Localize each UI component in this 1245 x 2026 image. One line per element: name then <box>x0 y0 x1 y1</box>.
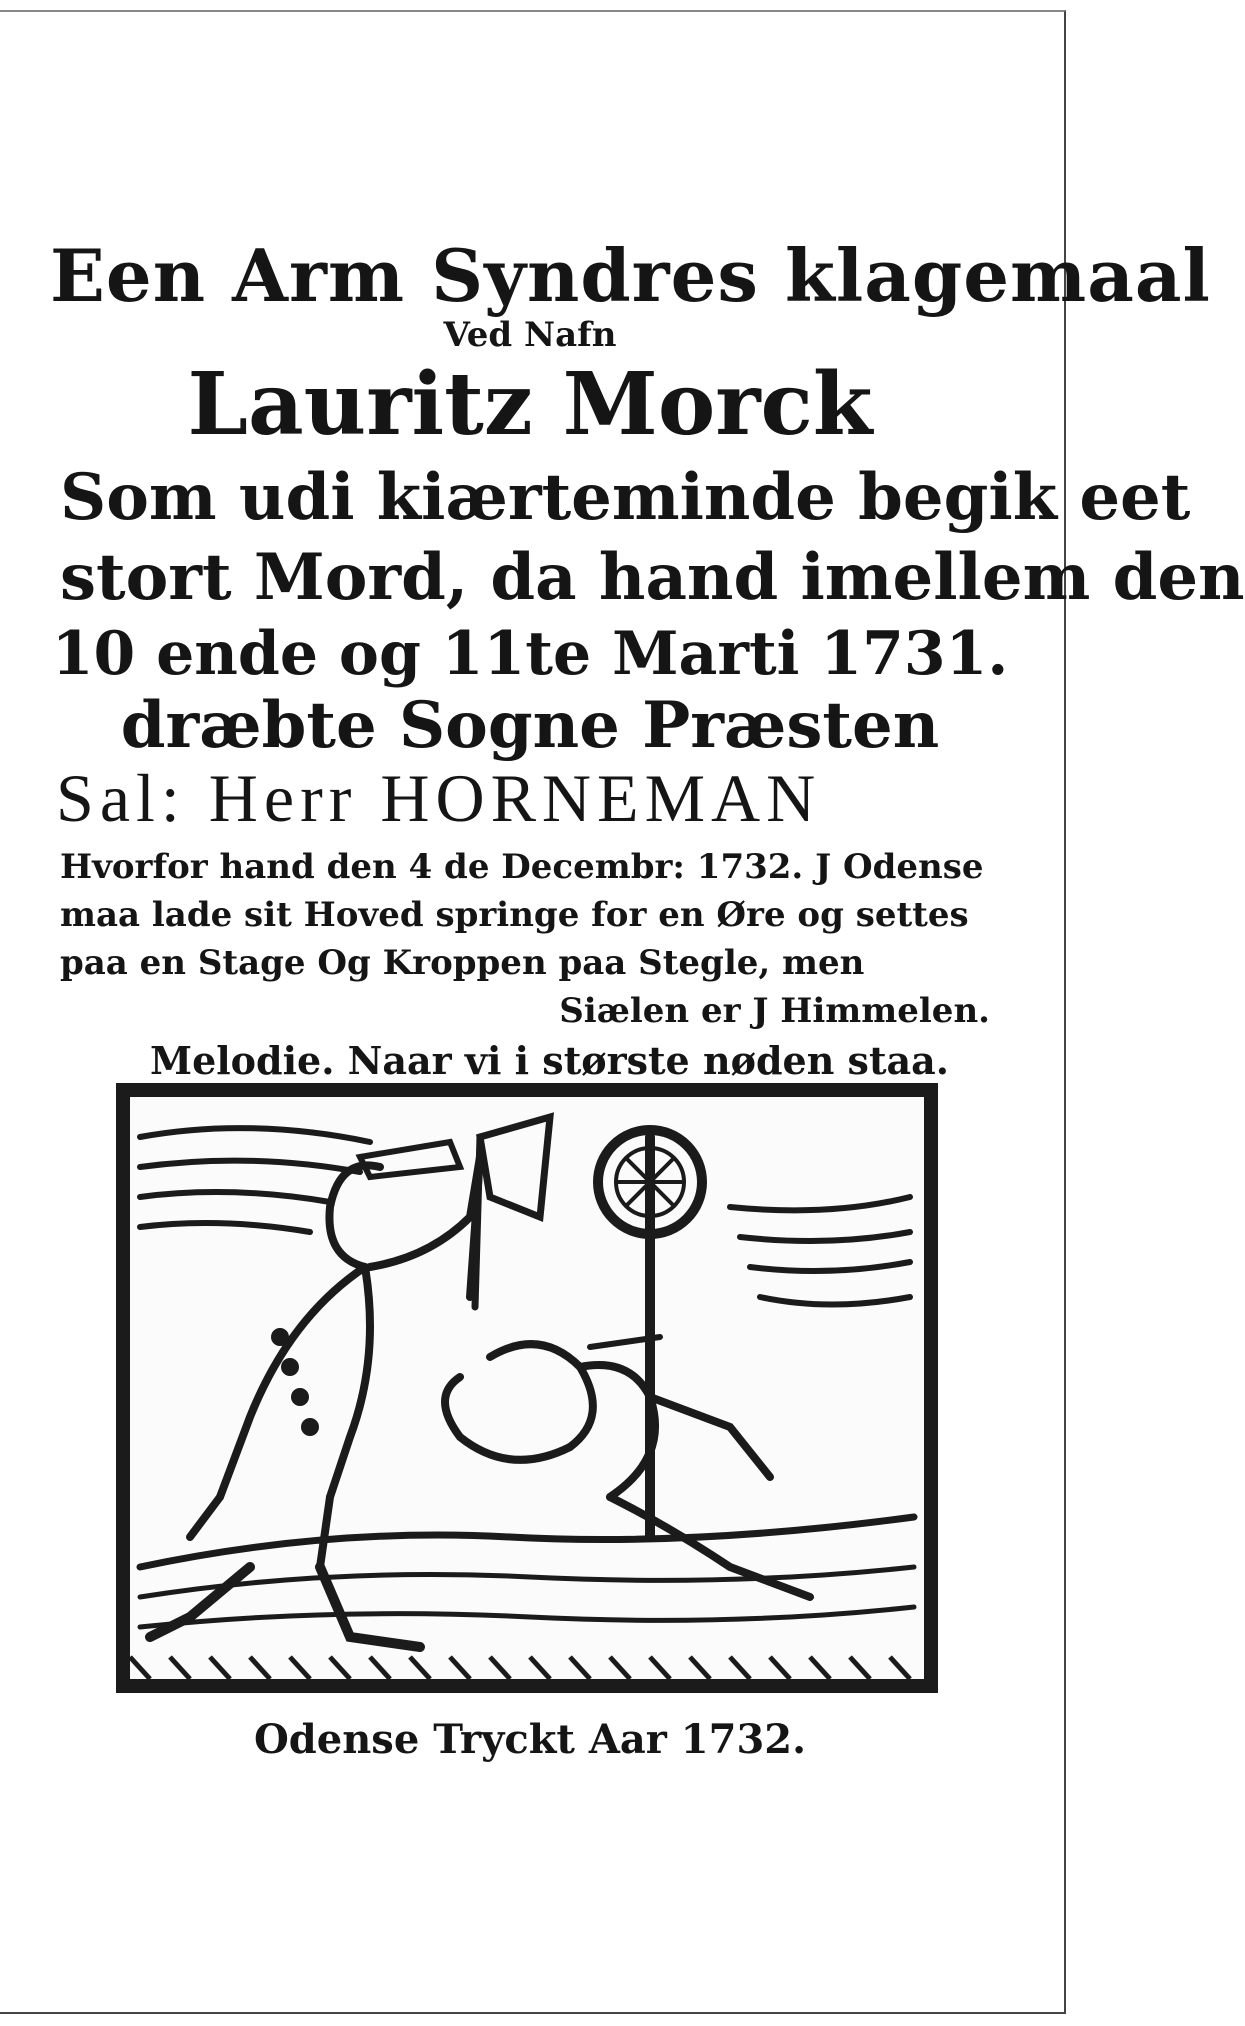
text-line-10: maa lade sit Hoved springe for en Øre og settes <box>60 895 969 935</box>
woodcut-illustration <box>116 1083 938 1693</box>
text-line-9: Hvorfor hand den 4 de Decembr: 1732. J Odense <box>60 847 984 887</box>
execution-scene-image <box>130 1097 924 1679</box>
text-line-6: 10 ende og 11te Marti 1731. <box>51 619 1009 689</box>
text-line-8: Sal: Herr HORNEMAN <box>56 760 822 836</box>
text-line-11: paa en Stage Og Kroppen paa Stegle, men <box>60 943 865 983</box>
broadside-title: Een Arm Syndres klagemaal <box>50 233 1211 318</box>
text-line-7: dræbte Sogne Præsten <box>120 688 940 763</box>
text-line-4: Som udi kiærteminde begik eet <box>60 460 1191 535</box>
ved-navn-line: Ved Nafn <box>443 315 617 355</box>
imprint-line: Odense Tryckt Aar 1732. <box>253 1716 807 1763</box>
text-line-5: stort Mord, da hand imellem den <box>60 540 1245 615</box>
text-line-12: Siælen er J Himmelen. <box>559 991 990 1031</box>
melody-line: Melodie. Naar vi i største nøden staa. <box>150 1038 949 1083</box>
person-name: Lauritz Morck <box>187 354 873 455</box>
